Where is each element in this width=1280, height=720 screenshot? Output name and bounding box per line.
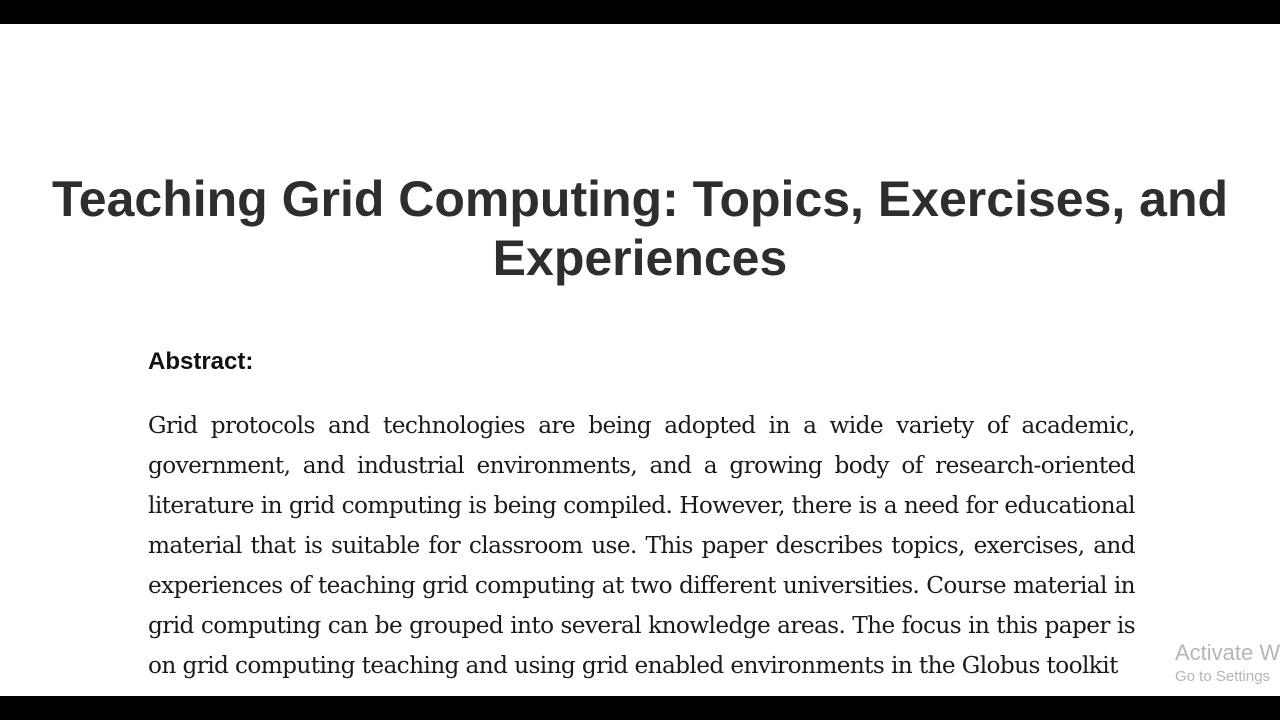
watermark-line1: Activate W — [1175, 640, 1280, 665]
abstract-heading: Abstract: — [148, 348, 254, 375]
document-page — [0, 24, 1280, 696]
paper-title: Teaching Grid Computing: Topics, Exercises, and Experiences — [51, 171, 1229, 286]
activate-windows-watermark — [1175, 640, 1280, 688]
abstract-body: Grid protocols and technologies are being adopted in a wide variety of academic, government, and industrial environments, and a growing body of research-oriented literature in grid computing is being compiled. However, there is a need for educational material that is suitable for classroom use. This paper describes topics, exercises, and experiences of teaching grid computing at two different universities. Course material in grid computing can be grouped into several knowledge areas. The focus in this paper is on grid computing teaching and using grid enabled environments in the Globus toolkit — [148, 412, 1135, 679]
watermark-line2: Go to Settings — [1175, 668, 1271, 685]
